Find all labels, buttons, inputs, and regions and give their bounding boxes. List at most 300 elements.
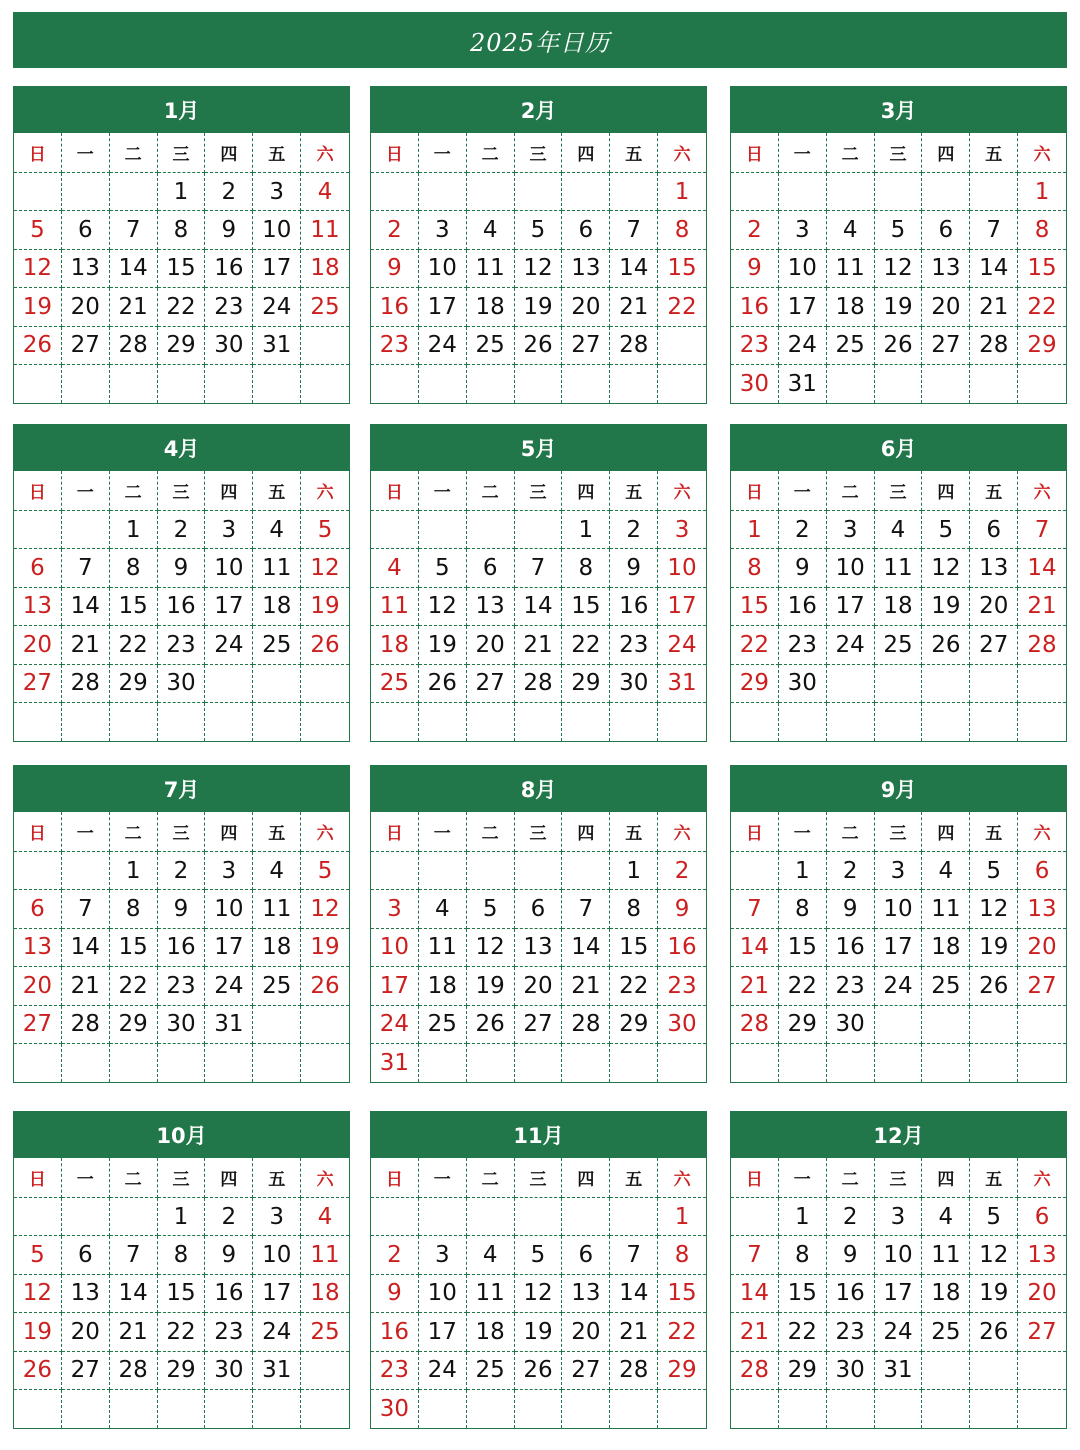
day-cell: 4 [922, 1198, 970, 1236]
weekday-header: 三 [875, 471, 923, 511]
day-cell: 13 [970, 549, 1018, 587]
day-cell: 31 [253, 327, 301, 365]
day-cell: 3 [253, 173, 301, 211]
day-cell: 11 [253, 549, 301, 587]
day-cell: 13 [62, 1275, 110, 1313]
empty-day-cell [515, 365, 563, 403]
day-cell: 12 [301, 549, 349, 587]
day-cell: 25 [827, 327, 875, 365]
empty-day-cell [62, 511, 110, 549]
day-cell: 22 [158, 288, 206, 326]
day-cell: 9 [779, 549, 827, 587]
day-cell: 24 [253, 1313, 301, 1351]
weekday-header: 三 [158, 812, 206, 852]
day-cell: 1 [779, 852, 827, 890]
day-cell: 1 [658, 173, 706, 211]
day-cell: 28 [110, 327, 158, 365]
day-cell: 2 [371, 1236, 419, 1274]
day-cell: 22 [731, 626, 779, 664]
day-cell: 5 [875, 211, 923, 249]
day-cell: 29 [658, 1352, 706, 1390]
weekday-header: 二 [467, 1158, 515, 1198]
day-cell: 17 [205, 588, 253, 626]
day-cell: 29 [562, 665, 610, 703]
weekday-header: 日 [14, 1158, 62, 1198]
day-cell: 18 [875, 588, 923, 626]
day-cell: 17 [419, 288, 467, 326]
month-title: 4月 [14, 425, 349, 471]
day-cell: 26 [515, 327, 563, 365]
day-cell: 26 [467, 1006, 515, 1044]
day-cell: 14 [515, 588, 563, 626]
day-cell: 12 [875, 250, 923, 288]
day-cell: 1 [158, 173, 206, 211]
day-cell: 18 [827, 288, 875, 326]
weekday-header: 日 [371, 1158, 419, 1198]
weekday-header: 五 [610, 1158, 658, 1198]
day-cell: 7 [110, 211, 158, 249]
day-cell: 17 [875, 929, 923, 967]
day-cell: 2 [731, 211, 779, 249]
day-cell: 31 [253, 1352, 301, 1390]
day-cell: 12 [922, 549, 970, 587]
day-cell: 22 [779, 967, 827, 1005]
day-cell: 9 [731, 250, 779, 288]
empty-day-cell [110, 365, 158, 403]
day-cell: 20 [62, 288, 110, 326]
month-day-grid [731, 133, 1066, 403]
empty-day-cell [562, 173, 610, 211]
day-cell: 9 [205, 1236, 253, 1274]
empty-day-cell [62, 173, 110, 211]
day-cell: 4 [467, 1236, 515, 1274]
empty-day-cell [922, 1006, 970, 1044]
day-cell: 9 [205, 211, 253, 249]
day-cell: 10 [205, 890, 253, 928]
weekday-header: 二 [467, 471, 515, 511]
day-cell: 10 [419, 1275, 467, 1313]
empty-day-cell [467, 852, 515, 890]
day-cell: 18 [922, 929, 970, 967]
day-cell: 20 [467, 626, 515, 664]
month-card [13, 86, 350, 404]
day-cell: 5 [970, 852, 1018, 890]
empty-day-cell [301, 1006, 349, 1044]
empty-day-cell [371, 703, 419, 741]
day-cell: 2 [779, 511, 827, 549]
empty-day-cell [970, 1044, 1018, 1082]
empty-day-cell [562, 1390, 610, 1428]
day-cell: 29 [731, 665, 779, 703]
day-cell: 12 [515, 1275, 563, 1313]
day-cell: 13 [14, 929, 62, 967]
empty-day-cell [731, 1044, 779, 1082]
day-cell: 2 [158, 511, 206, 549]
day-cell: 9 [827, 1236, 875, 1274]
empty-day-cell [253, 1006, 301, 1044]
day-cell: 19 [301, 588, 349, 626]
day-cell: 10 [875, 1236, 923, 1274]
day-cell: 19 [14, 288, 62, 326]
empty-day-cell [1018, 703, 1066, 741]
day-cell: 15 [658, 1275, 706, 1313]
day-cell: 28 [731, 1352, 779, 1390]
day-cell: 13 [1018, 890, 1066, 928]
empty-day-cell [301, 1390, 349, 1428]
day-cell: 9 [658, 890, 706, 928]
weekday-header: 日 [371, 812, 419, 852]
empty-day-cell [1018, 1044, 1066, 1082]
day-cell: 8 [158, 1236, 206, 1274]
day-cell: 24 [419, 1352, 467, 1390]
day-cell: 17 [253, 1275, 301, 1313]
month-title: 12月 [731, 1112, 1066, 1158]
day-cell: 24 [205, 626, 253, 664]
weekday-header: 四 [205, 133, 253, 173]
day-cell: 14 [610, 1275, 658, 1313]
empty-day-cell [253, 703, 301, 741]
day-cell: 17 [827, 588, 875, 626]
weekday-header: 一 [779, 1158, 827, 1198]
day-cell: 6 [14, 890, 62, 928]
day-cell: 4 [467, 211, 515, 249]
day-cell: 24 [205, 967, 253, 1005]
empty-day-cell [779, 173, 827, 211]
day-cell: 5 [970, 1198, 1018, 1236]
weekday-header: 三 [158, 1158, 206, 1198]
day-cell: 11 [371, 588, 419, 626]
month-day-grid [731, 471, 1066, 741]
weekday-header: 一 [419, 812, 467, 852]
day-cell: 21 [610, 1313, 658, 1351]
day-cell: 15 [158, 1275, 206, 1313]
day-cell: 20 [14, 967, 62, 1005]
day-cell: 24 [875, 1313, 923, 1351]
weekday-header: 六 [658, 133, 706, 173]
day-cell: 22 [110, 626, 158, 664]
empty-day-cell [515, 1044, 563, 1082]
day-cell: 10 [827, 549, 875, 587]
day-cell: 8 [658, 1236, 706, 1274]
day-cell: 10 [253, 211, 301, 249]
day-cell: 28 [562, 1006, 610, 1044]
day-cell: 15 [110, 588, 158, 626]
weekday-header: 五 [610, 812, 658, 852]
weekday-header: 四 [205, 471, 253, 511]
weekday-header: 日 [14, 471, 62, 511]
day-cell: 3 [419, 1236, 467, 1274]
day-cell: 4 [253, 511, 301, 549]
day-cell: 27 [970, 626, 1018, 664]
weekday-header: 六 [658, 1158, 706, 1198]
day-cell: 14 [970, 250, 1018, 288]
day-cell: 26 [14, 1352, 62, 1390]
empty-day-cell [301, 665, 349, 703]
day-cell: 15 [1018, 250, 1066, 288]
month-day-grid [371, 1158, 706, 1428]
empty-day-cell [779, 703, 827, 741]
day-cell: 16 [827, 929, 875, 967]
day-cell: 16 [827, 1275, 875, 1313]
weekday-header: 一 [419, 1158, 467, 1198]
day-cell: 30 [658, 1006, 706, 1044]
empty-day-cell [301, 327, 349, 365]
weekday-header: 六 [1018, 1158, 1066, 1198]
day-cell: 2 [158, 852, 206, 890]
day-cell: 1 [110, 852, 158, 890]
day-cell: 16 [731, 288, 779, 326]
day-cell: 1 [779, 1198, 827, 1236]
day-cell: 20 [562, 1313, 610, 1351]
day-cell: 25 [922, 967, 970, 1005]
day-cell: 16 [658, 929, 706, 967]
weekday-header: 日 [731, 133, 779, 173]
day-cell: 20 [970, 588, 1018, 626]
day-cell: 7 [610, 1236, 658, 1274]
empty-day-cell [922, 365, 970, 403]
day-cell: 12 [14, 1275, 62, 1313]
day-cell: 7 [62, 549, 110, 587]
day-cell: 29 [158, 1352, 206, 1390]
empty-day-cell [731, 703, 779, 741]
empty-day-cell [1018, 365, 1066, 403]
empty-day-cell [970, 365, 1018, 403]
day-cell: 5 [515, 1236, 563, 1274]
day-cell: 28 [62, 1006, 110, 1044]
day-cell: 25 [301, 1313, 349, 1351]
empty-day-cell [562, 365, 610, 403]
empty-day-cell [922, 1044, 970, 1082]
month-day-grid [731, 1158, 1066, 1428]
day-cell: 27 [562, 1352, 610, 1390]
day-cell: 9 [827, 890, 875, 928]
day-cell: 13 [1018, 1236, 1066, 1274]
month-title: 5月 [371, 425, 706, 471]
empty-day-cell [970, 703, 1018, 741]
empty-day-cell [610, 1044, 658, 1082]
day-cell: 2 [610, 511, 658, 549]
day-cell: 22 [1018, 288, 1066, 326]
day-cell: 11 [922, 1236, 970, 1274]
day-cell: 21 [1018, 588, 1066, 626]
weekday-header: 六 [301, 133, 349, 173]
day-cell: 17 [779, 288, 827, 326]
day-cell: 4 [301, 173, 349, 211]
day-cell: 8 [158, 211, 206, 249]
day-cell: 19 [970, 1275, 1018, 1313]
day-cell: 16 [779, 588, 827, 626]
day-cell: 22 [110, 967, 158, 1005]
weekday-header: 三 [875, 812, 923, 852]
empty-day-cell [875, 173, 923, 211]
day-cell: 13 [562, 250, 610, 288]
empty-day-cell [875, 1390, 923, 1428]
day-cell: 29 [779, 1006, 827, 1044]
day-cell: 11 [467, 1275, 515, 1313]
day-cell: 12 [419, 588, 467, 626]
empty-day-cell [610, 1198, 658, 1236]
day-cell: 28 [970, 327, 1018, 365]
empty-day-cell [110, 173, 158, 211]
day-cell: 1 [731, 511, 779, 549]
day-cell: 29 [110, 665, 158, 703]
month-title: 1月 [14, 87, 349, 133]
weekday-header: 五 [970, 471, 1018, 511]
day-cell: 7 [970, 211, 1018, 249]
day-cell: 16 [205, 250, 253, 288]
day-cell: 24 [371, 1006, 419, 1044]
day-cell: 29 [110, 1006, 158, 1044]
day-cell: 10 [875, 890, 923, 928]
day-cell: 31 [658, 665, 706, 703]
empty-day-cell [610, 365, 658, 403]
weekday-header: 五 [253, 812, 301, 852]
day-cell: 10 [371, 929, 419, 967]
empty-day-cell [467, 511, 515, 549]
empty-day-cell [253, 365, 301, 403]
day-cell: 2 [205, 173, 253, 211]
month-day-grid [371, 133, 706, 403]
day-cell: 20 [515, 967, 563, 1005]
day-cell: 28 [731, 1006, 779, 1044]
month-title: 6月 [731, 425, 1066, 471]
empty-day-cell [301, 1352, 349, 1390]
day-cell: 7 [562, 890, 610, 928]
weekday-header: 一 [419, 471, 467, 511]
weekday-header: 三 [875, 1158, 923, 1198]
empty-day-cell [515, 1390, 563, 1428]
day-cell: 13 [562, 1275, 610, 1313]
day-cell: 30 [827, 1352, 875, 1390]
empty-day-cell [14, 1044, 62, 1082]
empty-day-cell [14, 511, 62, 549]
weekday-header: 六 [301, 1158, 349, 1198]
weekday-header: 二 [827, 133, 875, 173]
day-cell: 23 [158, 626, 206, 664]
weekday-header: 日 [371, 133, 419, 173]
day-cell: 26 [875, 327, 923, 365]
empty-day-cell [301, 1044, 349, 1082]
day-cell: 23 [205, 1313, 253, 1351]
weekday-header: 五 [253, 1158, 301, 1198]
weekday-header: 二 [467, 812, 515, 852]
day-cell: 6 [562, 1236, 610, 1274]
day-cell: 16 [205, 1275, 253, 1313]
day-cell: 25 [253, 626, 301, 664]
empty-day-cell [1018, 1006, 1066, 1044]
day-cell: 30 [731, 365, 779, 403]
empty-day-cell [158, 365, 206, 403]
weekday-header: 四 [922, 812, 970, 852]
empty-day-cell [158, 703, 206, 741]
month-day-grid [371, 812, 706, 1082]
month-title: 11月 [371, 1112, 706, 1158]
day-cell: 10 [658, 549, 706, 587]
empty-day-cell [371, 365, 419, 403]
day-cell: 25 [875, 626, 923, 664]
empty-day-cell [922, 1390, 970, 1428]
empty-day-cell [419, 173, 467, 211]
empty-day-cell [110, 703, 158, 741]
weekday-header: 五 [970, 812, 1018, 852]
month-day-grid [14, 812, 349, 1082]
day-cell: 17 [371, 967, 419, 1005]
weekday-header: 三 [158, 471, 206, 511]
day-cell: 9 [371, 1275, 419, 1313]
day-cell: 3 [658, 511, 706, 549]
day-cell: 24 [658, 626, 706, 664]
day-cell: 5 [467, 890, 515, 928]
month-card [13, 1111, 350, 1429]
empty-day-cell [658, 327, 706, 365]
empty-day-cell [419, 1198, 467, 1236]
day-cell: 13 [922, 250, 970, 288]
day-cell: 20 [1018, 929, 1066, 967]
day-cell: 8 [779, 1236, 827, 1274]
day-cell: 24 [875, 967, 923, 1005]
day-cell: 2 [827, 852, 875, 890]
weekday-header: 日 [731, 471, 779, 511]
day-cell: 30 [827, 1006, 875, 1044]
day-cell: 3 [875, 852, 923, 890]
day-cell: 23 [371, 327, 419, 365]
weekday-header: 六 [1018, 471, 1066, 511]
day-cell: 11 [253, 890, 301, 928]
day-cell: 2 [371, 211, 419, 249]
day-cell: 17 [658, 588, 706, 626]
day-cell: 1 [658, 1198, 706, 1236]
empty-day-cell [14, 1198, 62, 1236]
day-cell: 30 [158, 665, 206, 703]
day-cell: 6 [515, 890, 563, 928]
day-cell: 21 [110, 1313, 158, 1351]
day-cell: 5 [515, 211, 563, 249]
day-cell: 23 [827, 967, 875, 1005]
day-cell: 7 [731, 890, 779, 928]
empty-day-cell [731, 1198, 779, 1236]
day-cell: 16 [158, 588, 206, 626]
day-cell: 6 [14, 549, 62, 587]
day-cell: 10 [253, 1236, 301, 1274]
empty-day-cell [205, 1390, 253, 1428]
day-cell: 6 [467, 549, 515, 587]
day-cell: 21 [515, 626, 563, 664]
day-cell: 21 [62, 626, 110, 664]
weekday-header: 二 [110, 1158, 158, 1198]
day-cell: 4 [253, 852, 301, 890]
empty-day-cell [827, 173, 875, 211]
empty-day-cell [467, 1198, 515, 1236]
weekday-header: 日 [731, 1158, 779, 1198]
month-title: 9月 [731, 766, 1066, 812]
day-cell: 27 [467, 665, 515, 703]
empty-day-cell [970, 1390, 1018, 1428]
day-cell: 30 [205, 327, 253, 365]
day-cell: 13 [14, 588, 62, 626]
empty-day-cell [253, 1390, 301, 1428]
weekday-header: 二 [827, 471, 875, 511]
weekday-header: 六 [658, 812, 706, 852]
empty-day-cell [253, 665, 301, 703]
empty-day-cell [515, 703, 563, 741]
weekday-header: 一 [419, 133, 467, 173]
day-cell: 19 [467, 967, 515, 1005]
empty-day-cell [827, 365, 875, 403]
weekday-header: 三 [515, 812, 563, 852]
day-cell: 14 [731, 929, 779, 967]
day-cell: 31 [779, 365, 827, 403]
day-cell: 2 [827, 1198, 875, 1236]
